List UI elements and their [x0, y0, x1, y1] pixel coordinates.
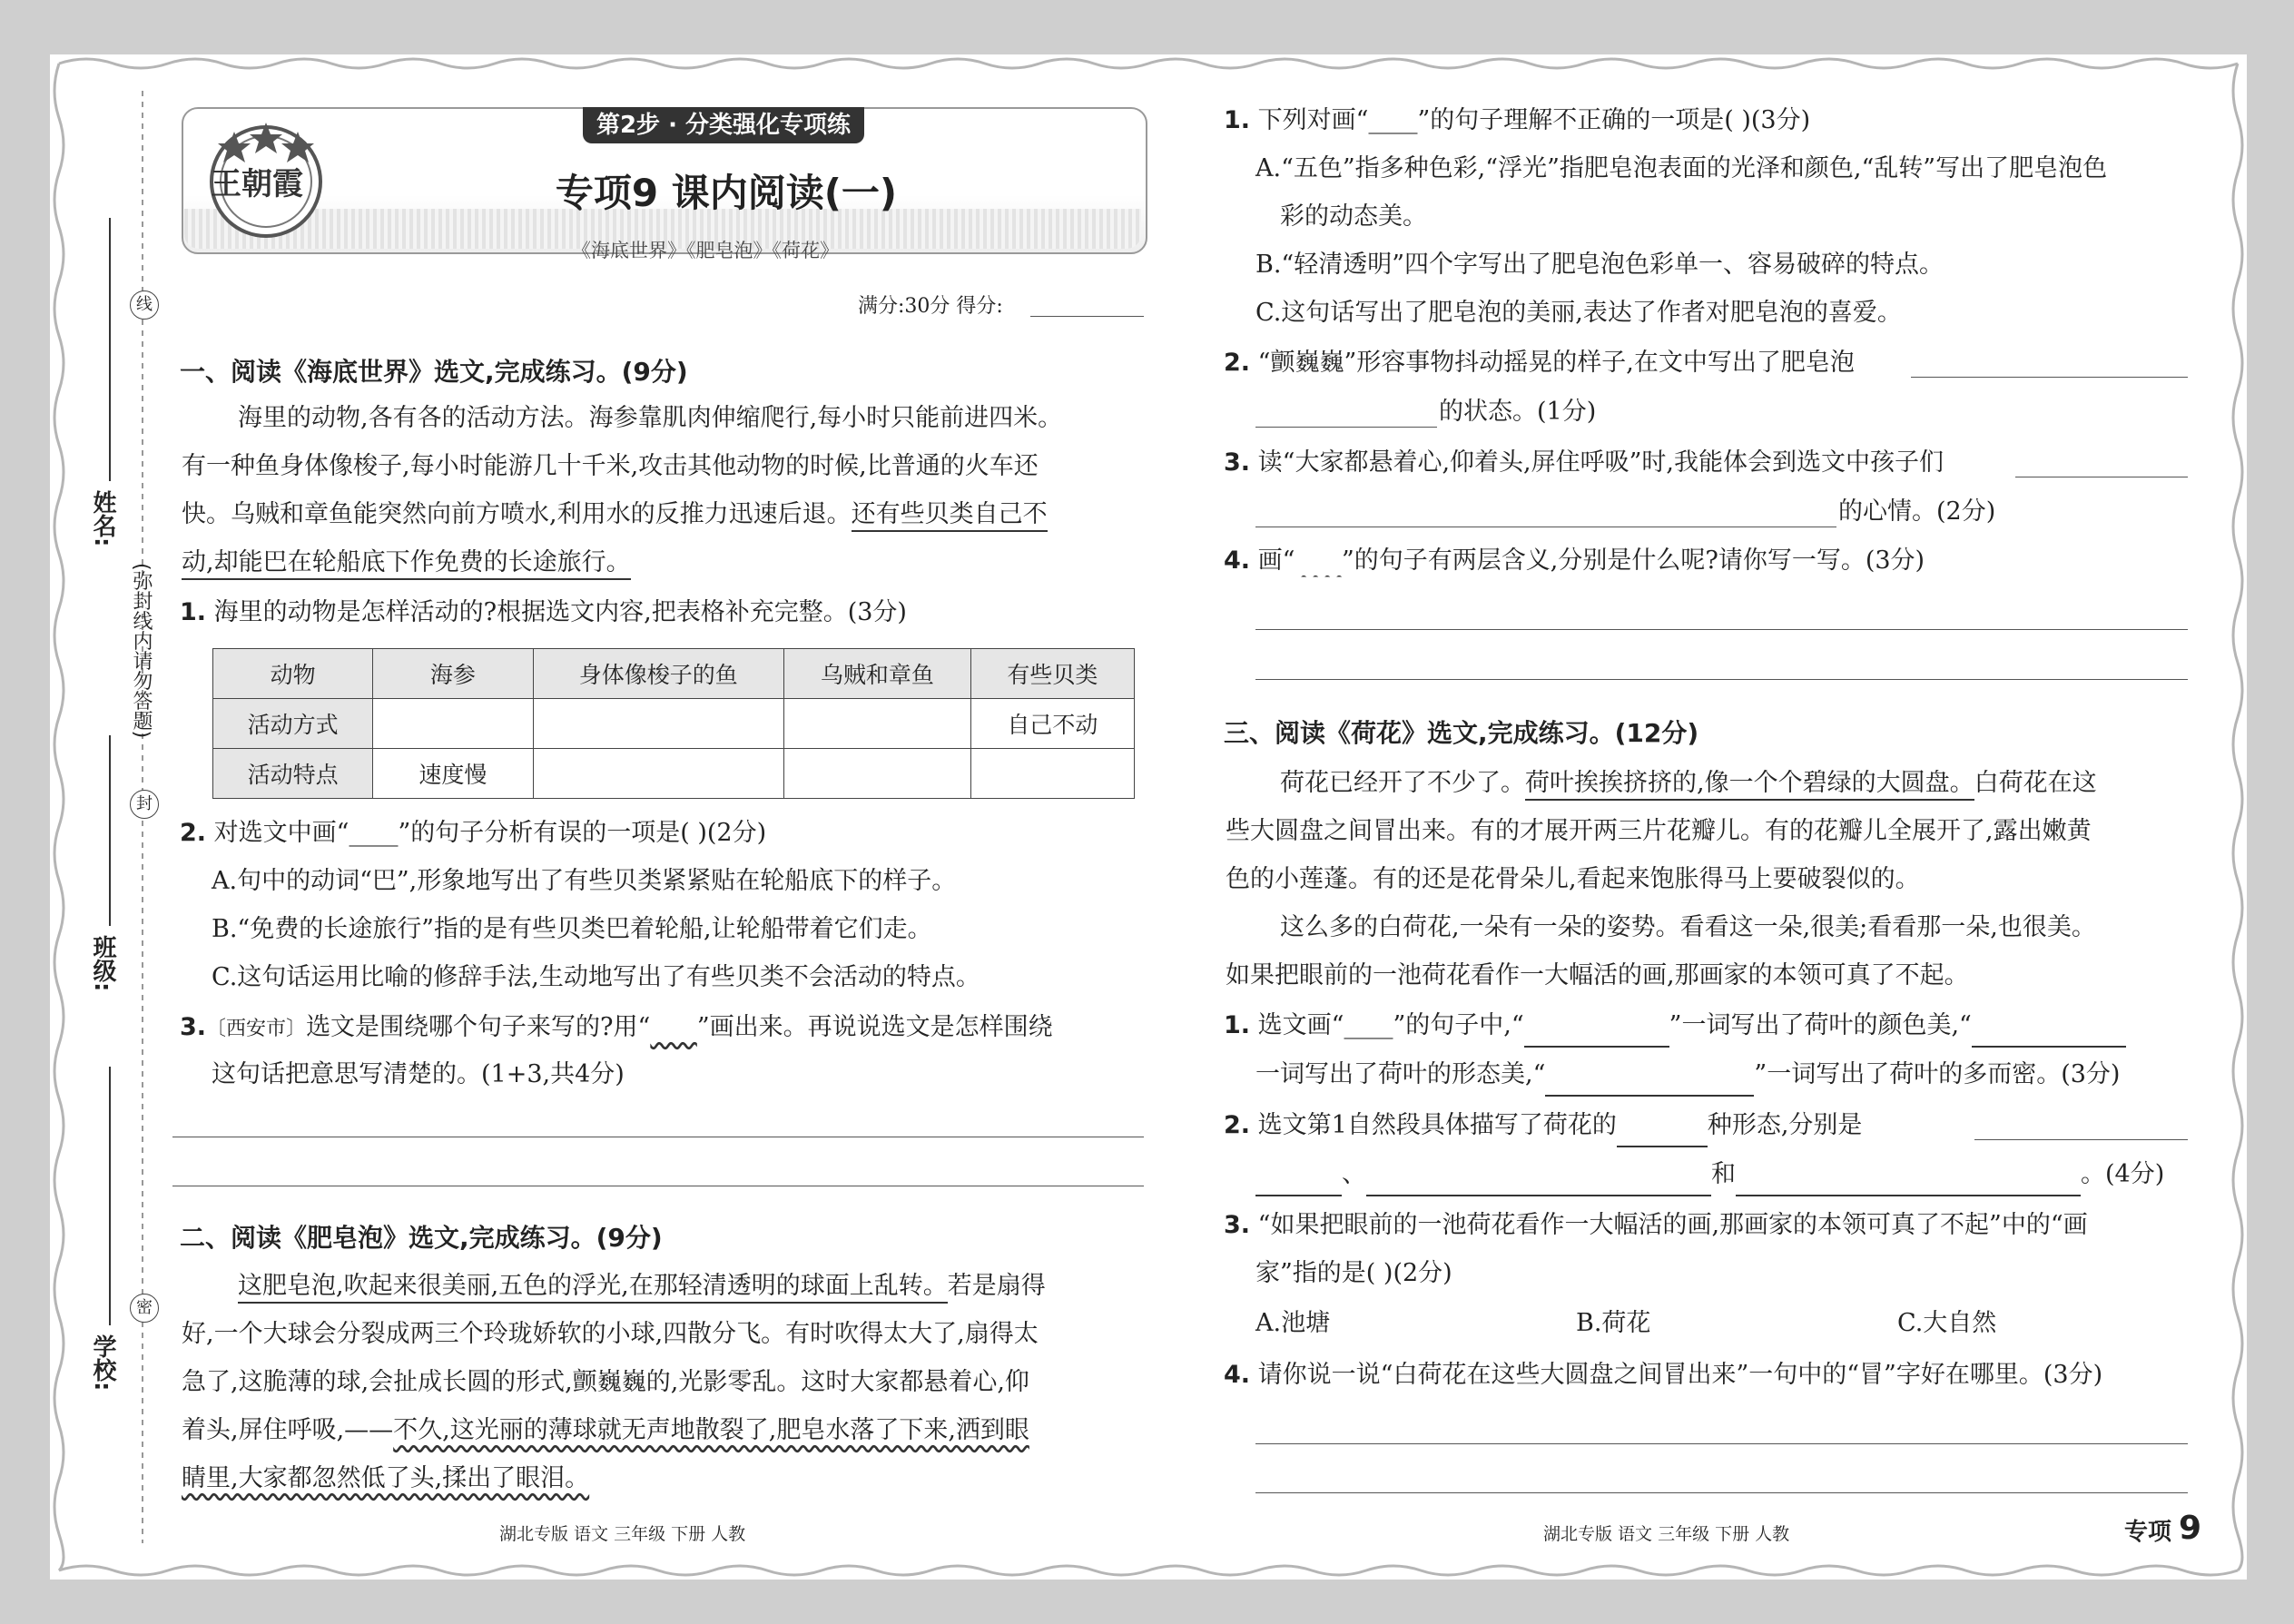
s3-answer-line[interactable] — [1255, 1492, 2188, 1493]
score-label: 满分:30分 得分: — [858, 295, 1003, 318]
footer-left: 湖北专版 语文 三年级 下册 人教 — [499, 1524, 746, 1544]
s2-q1-option-a-cont: 彩的动态美。 — [1280, 202, 1427, 231]
s3-q3: 3. “如果把眼前的一池荷花看作一大幅活的画,那画家的本领可真了不起”中的“画 — [1224, 1211, 2088, 1239]
table-cell: 自己不动 — [970, 699, 1134, 749]
s2-q3-line2: 的心情。(2分) — [1838, 497, 1996, 526]
s3-para-line3: 色的小莲蓬。有的还是花骨朵儿,看起来饱胀得马上要破裂似的。 — [1226, 865, 1920, 893]
s2-q2-line2: 的状态。(1分) — [1439, 398, 1597, 426]
s2-para-line3: 急了,这脆薄的球,会扯成长圆的形式,颤巍巍的,光影零乱。这时大家都悬着心,仰 — [182, 1368, 1029, 1396]
table-cell: 动物 — [213, 649, 373, 699]
s3-q2-line2: 、 和 。(4分) — [1255, 1156, 2164, 1196]
s1-q3-line2: 这句话把意思写清楚的。(1+3,共4分) — [212, 1060, 625, 1088]
s2-q3: 3. 读“大家都悬着心,仰着头,屏住呼吸”时,我能体会到选文中孩子们 — [1224, 448, 1944, 477]
seal-mark: 封 — [130, 790, 159, 819]
table-cell: 海参 — [373, 649, 533, 699]
s2-answer-line[interactable] — [1255, 629, 2188, 630]
s3-para-line1: 荷花已经开了不少了。荷叶挨挨挤挤的,像一个个碧绿的大圆盘。白荷花在这 — [1280, 765, 2097, 802]
page-label: 专项 — [2124, 1519, 2172, 1546]
s2-q1-option-a[interactable]: A.“五色”指多种色彩,“浮光”指肥皂泡表面的光泽和颜色,“乱转”写出了肥皂泡色 — [1255, 154, 2108, 182]
s2-q2: 2. “颤巍巍”形容事物抖动摇晃的样子,在文中写出了肥皂泡 — [1224, 349, 1855, 377]
s3-q1-line2: 一词写出了荷叶的形态美,“ ”一词写出了荷叶的多而密。(3分) — [1255, 1057, 2120, 1097]
s3-q3-line2: 家”指的是( )(2分) — [1255, 1259, 1452, 1287]
s2-q4: 4. 画“ ”的句子有两层含义,分别是什么呢?请你写一写。(3分) — [1224, 546, 1925, 575]
table-header-row — [213, 649, 1135, 699]
s1-para-line3: 快。乌贼和章鱼能突然向前方喷水,利用水的反推力迅速后退。还有些贝类自己不 — [182, 497, 1048, 533]
activity-table — [212, 648, 1135, 799]
logo-text: 王朝霞 — [211, 166, 303, 202]
s3-q3-option-c[interactable]: C.大自然 — [1897, 1309, 1997, 1337]
s3-para-line2: 些大圆盘之间冒出来。有的才展开两三片花瓣儿。有的花瓣儿全展开了,露出嫩黄 — [1226, 817, 2092, 845]
table-cell: 乌贼和章鱼 — [784, 649, 971, 699]
table-row — [213, 749, 1135, 799]
step-badge: 第2步 · 分类强化专项练 — [583, 107, 864, 143]
s1-q2: 2. 对选文中画“____”的句子分析有误的一项是( )(2分) — [180, 819, 767, 847]
s1-q2-option-a[interactable]: A.句中的动词“巴”,形象地写出了有些贝类紧紧贴在轮船底下的样子。 — [212, 867, 957, 895]
page-title: 专项9 课内阅读(一) — [555, 171, 898, 215]
s1-para-line4: 动,却能巴在轮船底下作免费的长途旅行。 — [182, 545, 631, 581]
s2-para-line4: 着头,屏住呼吸,——不久,这光丽的薄球就无声地散裂了,肥皂水落了下来,洒到眼 — [182, 1416, 1029, 1444]
class-field[interactable] — [109, 735, 111, 926]
table-cell-answer[interactable] — [533, 749, 783, 799]
s2-q2-blank[interactable] — [1911, 377, 2188, 378]
table-cell: 活动方式 — [213, 699, 373, 749]
table-cell-answer[interactable] — [784, 699, 971, 749]
s3-q4: 4. 请你说一说“白荷花在这些大圆盘之间冒出来”一句中的“冒”字好在哪里。(3分) — [1224, 1361, 2103, 1389]
s2-para-line1: 这肥皂泡,吹起来很美丽,五色的浮光,在那轻清透明的球面上乱转。若是扇得 — [238, 1268, 1046, 1304]
section1-heading: 一、阅读《海底世界》选文,完成练习。(9分) — [180, 357, 688, 387]
table-cell-answer[interactable] — [373, 699, 533, 749]
class-label: 班级: — [89, 935, 116, 992]
table-cell: 速度慢 — [373, 749, 533, 799]
footer-right: 湖北专版 语文 三年级 下册 人教 — [1543, 1524, 1790, 1544]
s2-q1-option-c[interactable]: C.这句话写出了肥皂泡的美丽,表达了作者对肥皂泡的喜爱。 — [1255, 299, 1902, 327]
table-cell: 活动特点 — [213, 749, 373, 799]
s3-q3-option-b[interactable]: B.荷花 — [1576, 1309, 1651, 1337]
page-number: 9 — [2179, 1510, 2202, 1547]
s1-q1: 1. 海里的动物是怎样活动的?根据选文内容,把表格补充完整。(3分) — [180, 598, 907, 626]
line-mark: 线 — [130, 290, 159, 320]
s3-q3-option-a[interactable]: A.池塘 — [1255, 1309, 1331, 1337]
s2-para-line5: 睛里,大家都忽然低了头,揉出了眼泪。 — [182, 1464, 590, 1492]
s2-para-line2: 好,一个大球会分裂成两三个玲珑娇软的小球,四散分飞。有时吹得太大了,扇得太 — [182, 1320, 1039, 1348]
s3-answer-line[interactable] — [1255, 1443, 2188, 1444]
s2-q2-blank2[interactable] — [1255, 427, 1437, 428]
section3-heading: 三、阅读《荷花》选文,完成练习。(12分) — [1224, 718, 1699, 748]
table-cell-answer[interactable] — [784, 749, 971, 799]
name-label: 姓名: — [89, 490, 116, 547]
s3-para-line4: 这么多的白荷花,一朵有一朵的姿势。看看这一朵,很美;看看那一朵,也很美。 — [1280, 913, 2096, 941]
table-cell-answer[interactable] — [533, 699, 783, 749]
table-cell-answer[interactable] — [970, 749, 1134, 799]
school-label: 学校: — [89, 1334, 116, 1392]
name-field[interactable] — [109, 218, 111, 481]
section2-heading: 二、阅读《肥皂泡》选文,完成练习。(9分) — [180, 1223, 663, 1253]
s1-q2-option-b[interactable]: B.“免费的长途旅行”指的是有些贝类巴着轮船,让轮船带着它们走。 — [212, 915, 932, 943]
s2-answer-line[interactable] — [1255, 679, 2188, 680]
s2-q1-option-b[interactable]: B.“轻清透明”四个字写出了肥皂泡色彩单一、容易破碎的特点。 — [1255, 251, 1944, 279]
s1-q2-option-c[interactable]: C.这句话运用比喻的修辞手法,生动地写出了有些贝类不会活动的特点。 — [212, 963, 980, 991]
score-field[interactable] — [1030, 316, 1144, 317]
s1-para-line2: 有一种鱼身体像梭子,每小时能游几十千米,攻击其他动物的时候,比普通的火车还 — [182, 452, 1039, 480]
s2-q1: 1. 下列对画“____”的句子理解不正确的一项是( )(3分) — [1224, 106, 1811, 134]
s1-para-line1: 海里的动物,各有各的活动方法。海参靠肌肉伸缩爬行,每小时只能前进四米。 — [238, 404, 1063, 432]
subtitle: 《海底世界》《肥皂泡》《荷花》 — [572, 240, 839, 261]
s3-q1: 1. 选文画“____”的句子中,“ ”一词写出了荷叶的颜色美,“ — [1224, 1008, 2126, 1048]
sealed-mark: 密 — [130, 1294, 159, 1323]
s3-q2: 2. 选文第1自然段具体描写了荷花的 种形态,分别是 — [1224, 1107, 1862, 1147]
notice-text: (弥封线内请勿答题) — [130, 563, 153, 739]
table-cell: 身体像梭子的鱼 — [533, 649, 783, 699]
table-cell: 有些贝类 — [970, 649, 1134, 699]
s3-para-line5: 如果把眼前的一池荷花看作一大幅活的画,那画家的本领可真了不起。 — [1226, 961, 1969, 989]
s1-q3: 3.〔西安市〕选文是围绕哪个句子来写的?用“ ”画出来。再说说选文是怎样围绕 — [180, 1013, 1053, 1041]
table-row — [213, 699, 1135, 749]
school-field[interactable] — [109, 1067, 111, 1325]
s3-q2-blank[interactable] — [1974, 1139, 2188, 1140]
